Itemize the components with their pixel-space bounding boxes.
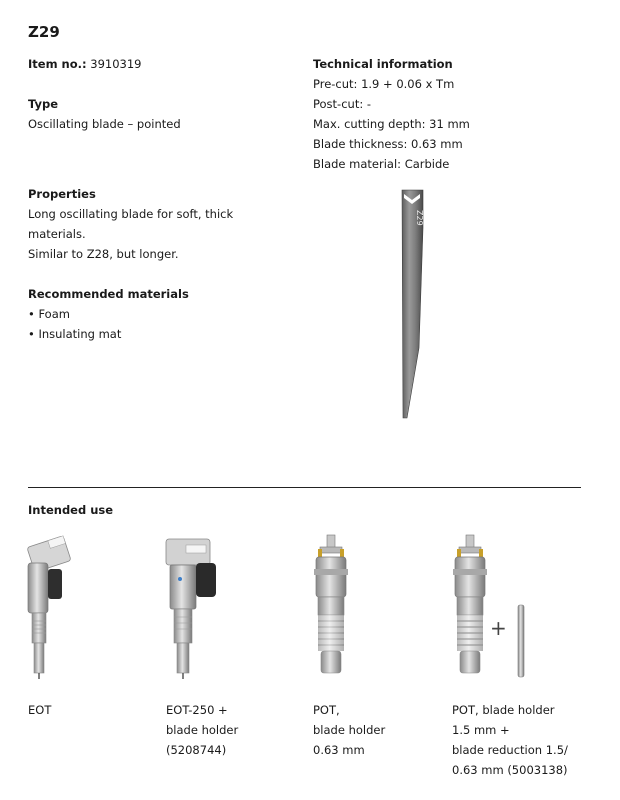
- caption-line: EOT: [28, 703, 52, 717]
- eot-caption: [28, 700, 148, 720]
- list-item: • Insulating mat: [28, 324, 298, 344]
- recommended-materials-list: [28, 304, 298, 344]
- caption-line: blade holder: [166, 723, 239, 737]
- item-number: [28, 54, 298, 74]
- type-text: Oscillating blade – pointed: [28, 117, 181, 131]
- type-heading: Type: [28, 97, 59, 111]
- technical-line: Post-cut: -: [313, 97, 372, 111]
- caption-line: blade holder: [313, 723, 386, 737]
- caption-line: 1.5 mm +: [452, 723, 510, 737]
- plus-sign: +: [490, 616, 507, 640]
- type-section: [28, 94, 298, 134]
- blade-illustration: [390, 188, 430, 420]
- eot-250-tool-illustration: [160, 535, 230, 680]
- caption-line: 0.63 mm (5003138): [452, 763, 568, 777]
- recommended-materials-heading: Recommended materials: [28, 287, 189, 301]
- blade-reduction-illustration: [514, 603, 528, 678]
- technical-line: Blade material: Carbide: [313, 157, 450, 171]
- caption-line: EOT-250 +: [166, 703, 228, 717]
- pot-caption: [313, 700, 443, 760]
- caption-line: 0.63 mm: [313, 743, 365, 757]
- technical-line: Max. cutting depth: 31 mm: [313, 117, 470, 131]
- caption-line: POT,: [313, 703, 340, 717]
- technical-line: Pre-cut: 1.9 + 0.06 x Tm: [313, 77, 455, 91]
- item-number-value: 3910319: [90, 57, 142, 71]
- pot-reduction-caption: [452, 700, 612, 780]
- pot-tool-illustration: [308, 533, 354, 680]
- intended-use-heading: Intended use: [28, 503, 114, 517]
- list-item: • Foam: [28, 304, 298, 324]
- caption-line: POT, blade holder: [452, 703, 555, 717]
- eot-250-caption: [166, 700, 296, 760]
- properties-line: Similar to Z28, but longer.: [28, 247, 179, 261]
- properties-line: Long oscillating blade for soft, thick: [28, 207, 234, 221]
- item-number-label: Item no.:: [28, 57, 87, 71]
- pot-with-reduction-tool-illustration: [447, 533, 493, 680]
- product-title: Z29: [28, 23, 60, 41]
- properties-section: [28, 184, 298, 264]
- caption-line: (5208744): [166, 743, 227, 757]
- technical-information-section: [313, 54, 593, 174]
- caption-line: blade reduction 1.5/: [452, 743, 568, 757]
- blade-marking: Z29: [415, 210, 424, 226]
- properties-heading: Properties: [28, 187, 96, 201]
- technical-line: Blade thickness: 0.63 mm: [313, 137, 463, 151]
- properties-line: materials.: [28, 227, 86, 241]
- recommended-materials-section: [28, 284, 298, 344]
- technical-information-heading: Technical information: [313, 57, 453, 71]
- eot-tool-illustration: [22, 533, 82, 683]
- section-divider: [28, 487, 581, 488]
